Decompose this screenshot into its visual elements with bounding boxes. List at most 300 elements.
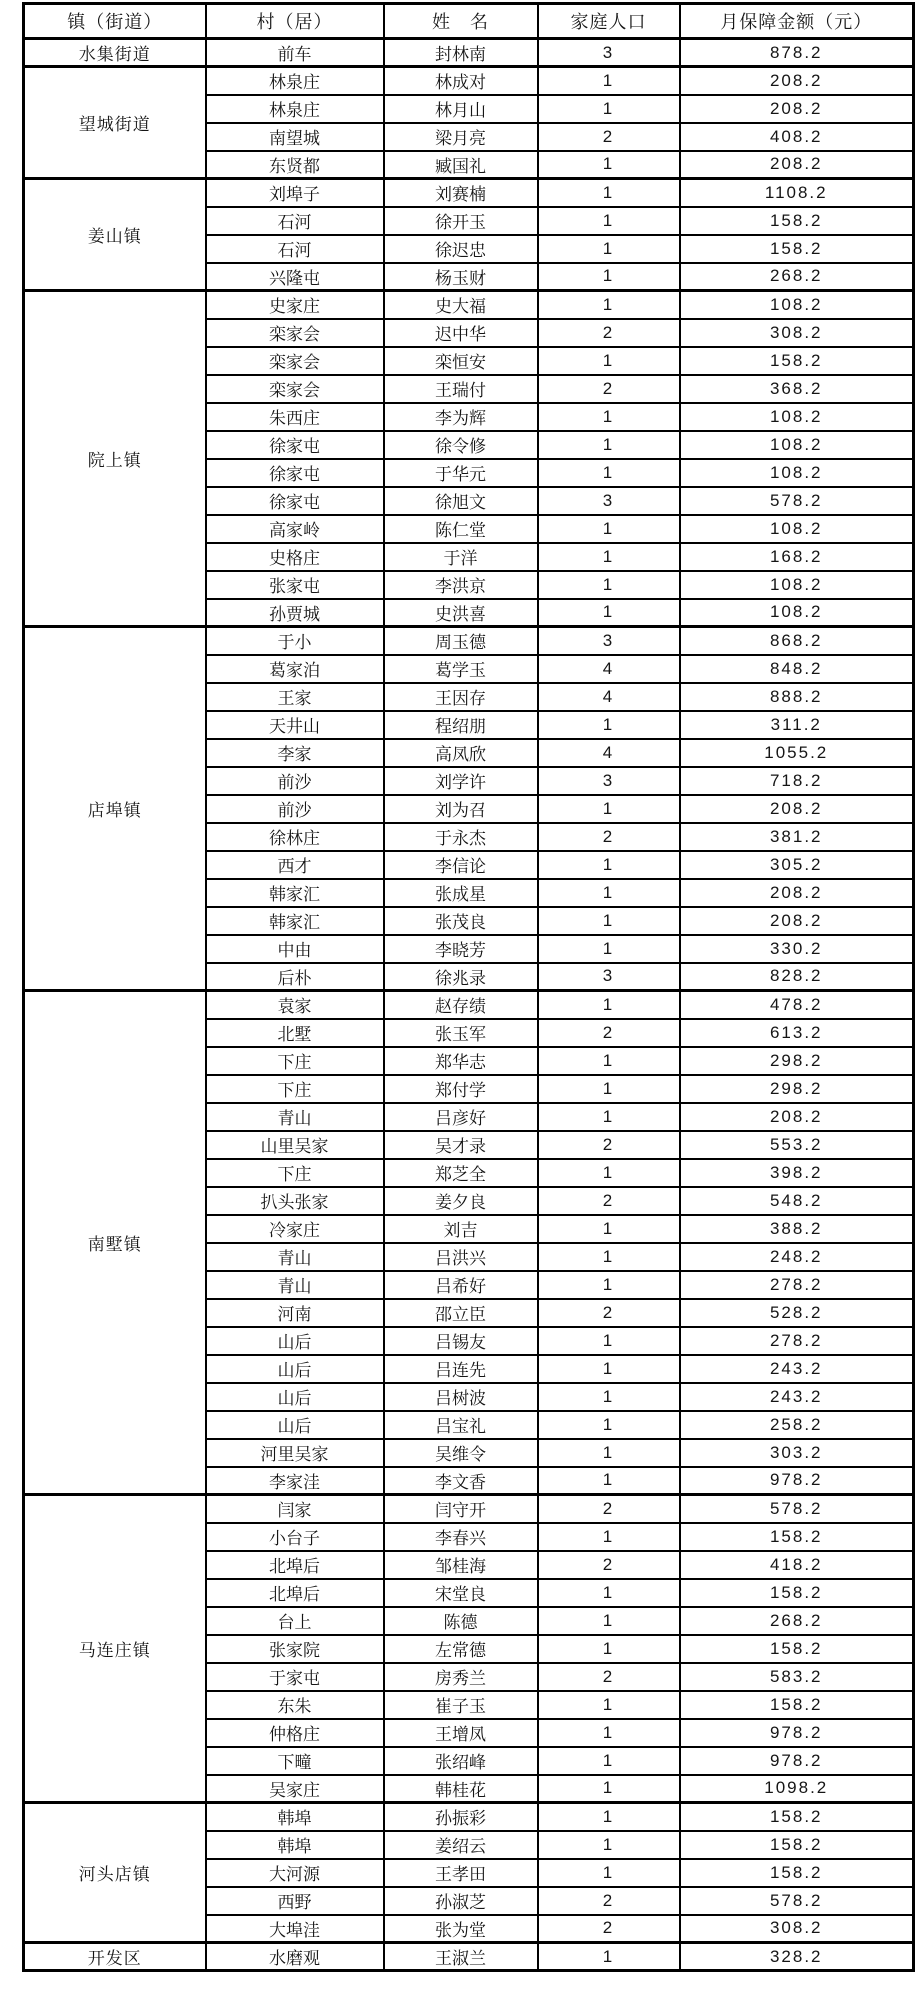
name-cell: 张玉军 xyxy=(384,1019,538,1047)
amount-cell: 108.2 xyxy=(680,599,914,627)
amount-cell: 1108.2 xyxy=(680,179,914,207)
amount-cell: 308.2 xyxy=(680,1915,914,1943)
col-header-name: 姓 名 xyxy=(384,4,538,39)
name-cell: 张为堂 xyxy=(384,1915,538,1943)
population-cell: 1 xyxy=(538,1215,680,1243)
population-cell: 1 xyxy=(538,67,680,95)
name-cell: 郑芝全 xyxy=(384,1159,538,1187)
population-cell: 1 xyxy=(538,1859,680,1887)
village-cell: 小台子 xyxy=(206,1523,384,1551)
village-cell: 徐林庄 xyxy=(206,823,384,851)
name-cell: 王增凤 xyxy=(384,1719,538,1747)
population-cell: 2 xyxy=(538,123,680,151)
amount-cell: 305.2 xyxy=(680,851,914,879)
amount-cell: 158.2 xyxy=(680,1635,914,1663)
population-cell: 1 xyxy=(538,571,680,599)
village-cell: 吴家庄 xyxy=(206,1775,384,1803)
population-cell: 1 xyxy=(538,1439,680,1467)
name-cell: 姜绍云 xyxy=(384,1831,538,1859)
table-row xyxy=(24,39,914,67)
table-row xyxy=(24,291,914,319)
name-cell: 吕彦好 xyxy=(384,1103,538,1131)
population-cell: 3 xyxy=(538,627,680,655)
name-cell: 林成对 xyxy=(384,67,538,95)
town-cell: 院上镇 xyxy=(24,291,206,627)
population-cell: 1 xyxy=(538,1579,680,1607)
village-cell: 史格庄 xyxy=(206,543,384,571)
village-cell: 大埠洼 xyxy=(206,1915,384,1943)
village-cell: 青山 xyxy=(206,1243,384,1271)
population-cell: 1 xyxy=(538,1691,680,1719)
name-cell: 姜夕良 xyxy=(384,1187,538,1215)
amount-cell: 158.2 xyxy=(680,1691,914,1719)
name-cell: 徐开玉 xyxy=(384,207,538,235)
amount-cell: 208.2 xyxy=(680,1103,914,1131)
population-cell: 1 xyxy=(538,1467,680,1495)
town-cell: 开发区 xyxy=(24,1943,206,1971)
name-cell: 邵立臣 xyxy=(384,1299,538,1327)
name-cell: 张绍峰 xyxy=(384,1747,538,1775)
population-cell: 1 xyxy=(538,95,680,123)
name-cell: 房秀兰 xyxy=(384,1663,538,1691)
name-cell: 周玉德 xyxy=(384,627,538,655)
table-row xyxy=(24,1495,914,1523)
population-cell: 4 xyxy=(538,739,680,767)
village-cell: 栾家会 xyxy=(206,319,384,347)
name-cell: 史洪喜 xyxy=(384,599,538,627)
amount-cell: 578.2 xyxy=(680,1887,914,1915)
population-cell: 1 xyxy=(538,879,680,907)
village-cell: 张家屯 xyxy=(206,571,384,599)
amount-cell: 248.2 xyxy=(680,1243,914,1271)
name-cell: 于洋 xyxy=(384,543,538,571)
amount-cell: 1055.2 xyxy=(680,739,914,767)
town-cell: 马连庄镇 xyxy=(24,1495,206,1803)
name-cell: 孙振彩 xyxy=(384,1803,538,1831)
name-cell: 徐迟忠 xyxy=(384,235,538,263)
name-cell: 徐令修 xyxy=(384,431,538,459)
village-cell: 台上 xyxy=(206,1607,384,1635)
amount-cell: 878.2 xyxy=(680,39,914,67)
amount-cell: 158.2 xyxy=(680,235,914,263)
population-cell: 3 xyxy=(538,487,680,515)
village-cell: 张家院 xyxy=(206,1635,384,1663)
population-cell: 2 xyxy=(538,319,680,347)
amount-cell: 208.2 xyxy=(680,67,914,95)
amount-cell: 613.2 xyxy=(680,1019,914,1047)
amount-cell: 578.2 xyxy=(680,487,914,515)
name-cell: 崔子玉 xyxy=(384,1691,538,1719)
village-cell: 韩埠 xyxy=(206,1831,384,1859)
village-cell: 于家屯 xyxy=(206,1663,384,1691)
population-cell: 3 xyxy=(538,39,680,67)
population-cell: 1 xyxy=(538,1103,680,1131)
name-cell: 张成星 xyxy=(384,879,538,907)
population-cell: 1 xyxy=(538,1075,680,1103)
population-cell: 2 xyxy=(538,1551,680,1579)
col-header-amount: 月保障金额（元） xyxy=(680,4,914,39)
name-cell: 李春兴 xyxy=(384,1523,538,1551)
amount-cell: 168.2 xyxy=(680,543,914,571)
population-cell: 2 xyxy=(538,375,680,403)
table-header xyxy=(24,4,914,39)
amount-cell: 398.2 xyxy=(680,1159,914,1187)
village-cell: 东贤都 xyxy=(206,151,384,179)
population-cell: 1 xyxy=(538,403,680,431)
name-cell: 闫守开 xyxy=(384,1495,538,1523)
population-cell: 1 xyxy=(538,1243,680,1271)
village-cell: 西野 xyxy=(206,1887,384,1915)
village-cell: 大河源 xyxy=(206,1859,384,1887)
population-cell: 1 xyxy=(538,795,680,823)
table-row xyxy=(24,627,914,655)
village-cell: 林泉庄 xyxy=(206,95,384,123)
amount-cell: 328.2 xyxy=(680,1943,914,1971)
population-cell: 1 xyxy=(538,1327,680,1355)
name-cell: 徐旭文 xyxy=(384,487,538,515)
table-row xyxy=(24,1943,914,1971)
table-row xyxy=(24,1803,914,1831)
amount-cell: 278.2 xyxy=(680,1271,914,1299)
population-cell: 1 xyxy=(538,207,680,235)
amount-cell: 158.2 xyxy=(680,1523,914,1551)
population-cell: 1 xyxy=(538,1831,680,1859)
population-cell: 2 xyxy=(538,1663,680,1691)
name-cell: 迟中华 xyxy=(384,319,538,347)
village-cell: 山后 xyxy=(206,1411,384,1439)
amount-cell: 848.2 xyxy=(680,655,914,683)
village-cell: 下庄 xyxy=(206,1159,384,1187)
name-cell: 吕洪兴 xyxy=(384,1243,538,1271)
population-cell: 1 xyxy=(538,263,680,291)
amount-cell: 243.2 xyxy=(680,1383,914,1411)
amount-cell: 868.2 xyxy=(680,627,914,655)
village-cell: 林泉庄 xyxy=(206,67,384,95)
amount-cell: 583.2 xyxy=(680,1663,914,1691)
amount-cell: 158.2 xyxy=(680,347,914,375)
amount-cell: 1098.2 xyxy=(680,1775,914,1803)
village-cell: 闫家 xyxy=(206,1495,384,1523)
village-cell: 徐家屯 xyxy=(206,431,384,459)
name-cell: 宋堂良 xyxy=(384,1579,538,1607)
name-cell: 刘为召 xyxy=(384,795,538,823)
village-cell: 韩家汇 xyxy=(206,907,384,935)
name-cell: 吕连先 xyxy=(384,1355,538,1383)
name-cell: 郑华志 xyxy=(384,1047,538,1075)
village-cell: 水磨观 xyxy=(206,1943,384,1971)
village-cell: 下庄 xyxy=(206,1047,384,1075)
amount-cell: 243.2 xyxy=(680,1355,914,1383)
name-cell: 于华元 xyxy=(384,459,538,487)
name-cell: 孙淑芝 xyxy=(384,1887,538,1915)
population-cell: 1 xyxy=(538,1159,680,1187)
amount-cell: 208.2 xyxy=(680,95,914,123)
name-cell: 林月山 xyxy=(384,95,538,123)
amount-cell: 298.2 xyxy=(680,1075,914,1103)
name-cell: 高凤欣 xyxy=(384,739,538,767)
village-cell: 孙贾城 xyxy=(206,599,384,627)
population-cell: 1 xyxy=(538,1271,680,1299)
village-cell: 石河 xyxy=(206,207,384,235)
name-cell: 吴才录 xyxy=(384,1131,538,1159)
village-cell: 栾家会 xyxy=(206,375,384,403)
population-cell: 1 xyxy=(538,179,680,207)
village-cell: 袁家 xyxy=(206,991,384,1019)
amount-cell: 268.2 xyxy=(680,1607,914,1635)
population-cell: 1 xyxy=(538,515,680,543)
amount-cell: 478.2 xyxy=(680,991,914,1019)
village-cell: 朱西庄 xyxy=(206,403,384,431)
name-cell: 栾恒安 xyxy=(384,347,538,375)
amount-cell: 158.2 xyxy=(680,1803,914,1831)
amount-cell: 158.2 xyxy=(680,207,914,235)
amount-cell: 548.2 xyxy=(680,1187,914,1215)
village-cell: 栾家会 xyxy=(206,347,384,375)
population-cell: 2 xyxy=(538,1915,680,1943)
village-cell: 青山 xyxy=(206,1271,384,1299)
village-cell: 前沙 xyxy=(206,795,384,823)
population-cell: 1 xyxy=(538,1803,680,1831)
amount-cell: 258.2 xyxy=(680,1411,914,1439)
table-body xyxy=(24,39,914,1971)
name-cell: 陈仁堂 xyxy=(384,515,538,543)
population-cell: 2 xyxy=(538,1187,680,1215)
name-cell: 封林南 xyxy=(384,39,538,67)
col-header-population: 家庭人口 xyxy=(538,4,680,39)
village-cell: 北埠后 xyxy=(206,1551,384,1579)
name-cell: 王淑兰 xyxy=(384,1943,538,1971)
amount-cell: 108.2 xyxy=(680,459,914,487)
village-cell: 南望城 xyxy=(206,123,384,151)
village-cell: 前沙 xyxy=(206,767,384,795)
name-cell: 陈德 xyxy=(384,1607,538,1635)
village-cell: 西才 xyxy=(206,851,384,879)
col-header-village: 村（居） xyxy=(206,4,384,39)
amount-cell: 408.2 xyxy=(680,123,914,151)
village-cell: 徐家屯 xyxy=(206,459,384,487)
village-cell: 河南 xyxy=(206,1299,384,1327)
amount-cell: 978.2 xyxy=(680,1467,914,1495)
village-cell: 下庄 xyxy=(206,1075,384,1103)
village-cell: 史家庄 xyxy=(206,291,384,319)
population-cell: 4 xyxy=(538,655,680,683)
village-cell: 中由 xyxy=(206,935,384,963)
village-cell: 天井山 xyxy=(206,711,384,739)
village-cell: 河里吴家 xyxy=(206,1439,384,1467)
village-cell: 仲格庄 xyxy=(206,1719,384,1747)
name-cell: 杨玉财 xyxy=(384,263,538,291)
name-cell: 梁月亮 xyxy=(384,123,538,151)
amount-cell: 278.2 xyxy=(680,1327,914,1355)
population-cell: 1 xyxy=(538,851,680,879)
population-cell: 3 xyxy=(538,963,680,991)
population-cell: 1 xyxy=(538,1355,680,1383)
population-cell: 1 xyxy=(538,711,680,739)
population-cell: 2 xyxy=(538,1299,680,1327)
town-cell: 南墅镇 xyxy=(24,991,206,1495)
table-row xyxy=(24,991,914,1019)
name-cell: 吕希好 xyxy=(384,1271,538,1299)
amount-cell: 158.2 xyxy=(680,1859,914,1887)
population-cell: 2 xyxy=(538,823,680,851)
name-cell: 郑付学 xyxy=(384,1075,538,1103)
name-cell: 韩桂花 xyxy=(384,1775,538,1803)
amount-cell: 303.2 xyxy=(680,1439,914,1467)
village-cell: 李家 xyxy=(206,739,384,767)
population-cell: 1 xyxy=(538,543,680,571)
amount-cell: 108.2 xyxy=(680,515,914,543)
village-cell: 山后 xyxy=(206,1355,384,1383)
name-cell: 李洪京 xyxy=(384,571,538,599)
village-cell: 兴隆屯 xyxy=(206,263,384,291)
name-cell: 吕宝礼 xyxy=(384,1411,538,1439)
amount-cell: 108.2 xyxy=(680,571,914,599)
population-cell: 1 xyxy=(538,1747,680,1775)
name-cell: 左常德 xyxy=(384,1635,538,1663)
name-cell: 李信论 xyxy=(384,851,538,879)
amount-cell: 388.2 xyxy=(680,1215,914,1243)
amount-cell: 553.2 xyxy=(680,1131,914,1159)
name-cell: 张茂良 xyxy=(384,907,538,935)
village-cell: 于小 xyxy=(206,627,384,655)
name-cell: 吕锡友 xyxy=(384,1327,538,1355)
town-cell: 河头店镇 xyxy=(24,1803,206,1943)
name-cell: 邹桂海 xyxy=(384,1551,538,1579)
amount-cell: 208.2 xyxy=(680,795,914,823)
amount-cell: 978.2 xyxy=(680,1747,914,1775)
village-cell: 韩埠 xyxy=(206,1803,384,1831)
village-cell: 下疃 xyxy=(206,1747,384,1775)
population-cell: 1 xyxy=(538,1411,680,1439)
header-row xyxy=(24,4,914,39)
village-cell: 北墅 xyxy=(206,1019,384,1047)
village-cell: 北埠后 xyxy=(206,1579,384,1607)
name-cell: 刘学许 xyxy=(384,767,538,795)
name-cell: 王因存 xyxy=(384,683,538,711)
village-cell: 冷家庄 xyxy=(206,1215,384,1243)
population-cell: 2 xyxy=(538,1495,680,1523)
amount-cell: 368.2 xyxy=(680,375,914,403)
town-cell: 店埠镇 xyxy=(24,627,206,991)
name-cell: 程绍朋 xyxy=(384,711,538,739)
amount-cell: 418.2 xyxy=(680,1551,914,1579)
town-cell: 水集街道 xyxy=(24,39,206,67)
amount-cell: 528.2 xyxy=(680,1299,914,1327)
population-cell: 1 xyxy=(538,991,680,1019)
village-cell: 王家 xyxy=(206,683,384,711)
population-cell: 2 xyxy=(538,1131,680,1159)
population-cell: 1 xyxy=(538,1635,680,1663)
amount-cell: 108.2 xyxy=(680,431,914,459)
amount-cell: 298.2 xyxy=(680,1047,914,1075)
amount-cell: 330.2 xyxy=(680,935,914,963)
village-cell: 刘埠子 xyxy=(206,179,384,207)
name-cell: 李为辉 xyxy=(384,403,538,431)
amount-cell: 208.2 xyxy=(680,907,914,935)
population-cell: 3 xyxy=(538,767,680,795)
subsistence-allowance-table xyxy=(22,2,915,1972)
name-cell: 李晓芳 xyxy=(384,935,538,963)
population-cell: 2 xyxy=(538,1887,680,1915)
village-cell: 东朱 xyxy=(206,1691,384,1719)
population-cell: 1 xyxy=(538,1383,680,1411)
village-cell: 后朴 xyxy=(206,963,384,991)
amount-cell: 828.2 xyxy=(680,963,914,991)
amount-cell: 308.2 xyxy=(680,319,914,347)
amount-cell: 578.2 xyxy=(680,1495,914,1523)
population-cell: 2 xyxy=(538,1019,680,1047)
village-cell: 石河 xyxy=(206,235,384,263)
village-cell: 徐家屯 xyxy=(206,487,384,515)
village-cell: 山后 xyxy=(206,1327,384,1355)
name-cell: 刘赛楠 xyxy=(384,179,538,207)
population-cell: 1 xyxy=(538,291,680,319)
population-cell: 1 xyxy=(538,235,680,263)
name-cell: 吴维令 xyxy=(384,1439,538,1467)
name-cell: 臧国礼 xyxy=(384,151,538,179)
name-cell: 史大福 xyxy=(384,291,538,319)
amount-cell: 108.2 xyxy=(680,403,914,431)
village-cell: 山后 xyxy=(206,1383,384,1411)
name-cell: 葛学玉 xyxy=(384,655,538,683)
population-cell: 1 xyxy=(538,1943,680,1971)
village-cell: 前车 xyxy=(206,39,384,67)
table-row xyxy=(24,179,914,207)
amount-cell: 381.2 xyxy=(680,823,914,851)
amount-cell: 208.2 xyxy=(680,151,914,179)
population-cell: 1 xyxy=(538,347,680,375)
name-cell: 吕树波 xyxy=(384,1383,538,1411)
name-cell: 王瑞付 xyxy=(384,375,538,403)
village-cell: 葛家泊 xyxy=(206,655,384,683)
col-header-town: 镇（街道） xyxy=(24,4,206,39)
population-cell: 1 xyxy=(538,1047,680,1075)
amount-cell: 268.2 xyxy=(680,263,914,291)
population-cell: 1 xyxy=(538,1523,680,1551)
name-cell: 王孝田 xyxy=(384,1859,538,1887)
population-cell: 1 xyxy=(538,907,680,935)
amount-cell: 108.2 xyxy=(680,291,914,319)
village-cell: 青山 xyxy=(206,1103,384,1131)
village-cell: 山里吴家 xyxy=(206,1131,384,1159)
amount-cell: 888.2 xyxy=(680,683,914,711)
population-cell: 1 xyxy=(538,431,680,459)
table-row xyxy=(24,67,914,95)
amount-cell: 158.2 xyxy=(680,1579,914,1607)
population-cell: 1 xyxy=(538,151,680,179)
village-cell: 高家岭 xyxy=(206,515,384,543)
amount-cell: 718.2 xyxy=(680,767,914,795)
population-cell: 1 xyxy=(538,599,680,627)
village-cell: 李家洼 xyxy=(206,1467,384,1495)
amount-cell: 158.2 xyxy=(680,1831,914,1859)
name-cell: 赵存绩 xyxy=(384,991,538,1019)
name-cell: 于永杰 xyxy=(384,823,538,851)
village-cell: 韩家汇 xyxy=(206,879,384,907)
town-cell: 姜山镇 xyxy=(24,179,206,291)
population-cell: 1 xyxy=(538,1607,680,1635)
population-cell: 1 xyxy=(538,459,680,487)
name-cell: 刘吉 xyxy=(384,1215,538,1243)
name-cell: 李文香 xyxy=(384,1467,538,1495)
population-cell: 1 xyxy=(538,1775,680,1803)
amount-cell: 208.2 xyxy=(680,879,914,907)
village-cell: 扒头张家 xyxy=(206,1187,384,1215)
population-cell: 1 xyxy=(538,935,680,963)
name-cell: 徐兆录 xyxy=(384,963,538,991)
population-cell: 4 xyxy=(538,683,680,711)
amount-cell: 311.2 xyxy=(680,711,914,739)
